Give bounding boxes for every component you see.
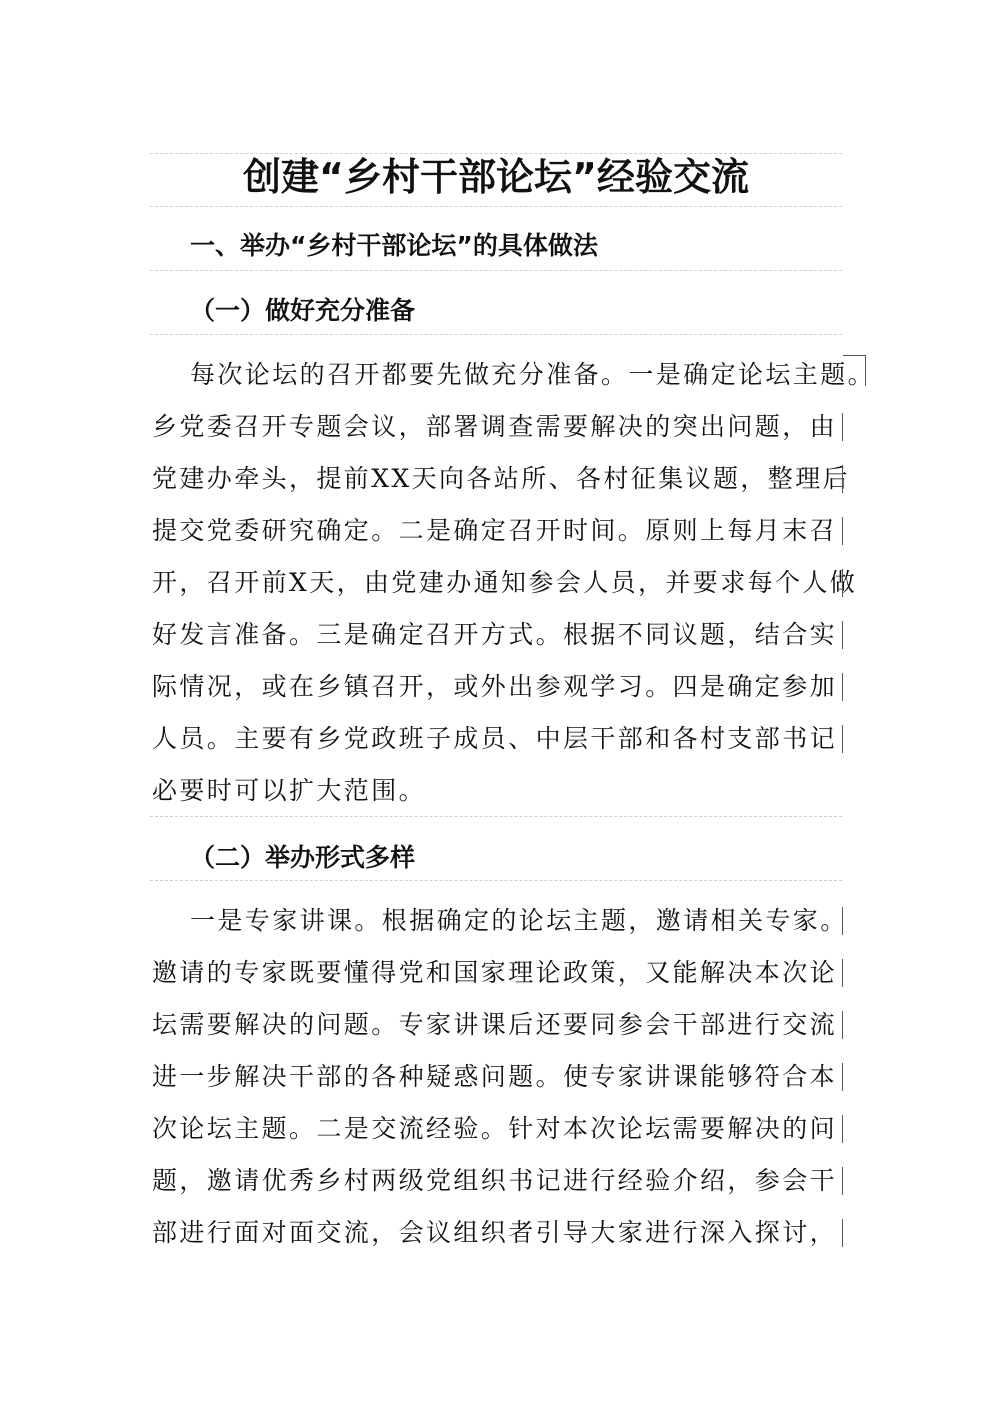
paragraph-line: 部进行面对面交流，会议组织者引导大家进行深入探讨，	[152, 1218, 838, 1247]
margin-bar	[842, 413, 843, 441]
subsection-heading: （一）做好充分准备	[190, 296, 416, 325]
guide-line	[150, 880, 842, 881]
paragraph-line: 人员。主要有乡党政班子成员、中层干部和各村支部书记	[152, 724, 838, 753]
document-title: 创建“乡村干部论坛”经验交流	[243, 155, 749, 199]
paragraph-line: 进一步解决干部的各种疑惑问题。使专家讲课能够符合本	[152, 1062, 838, 1091]
margin-bar	[842, 673, 843, 701]
paragraph-line: 题，邀请优秀乡村两级党组织书记进行经验介绍，参会干	[152, 1166, 838, 1195]
section-heading: 一、举办“乡村干部论坛”的具体做法	[190, 231, 598, 260]
margin-bar	[842, 725, 843, 753]
margin-bar	[842, 621, 843, 649]
paragraph-line: 坛需要解决的问题。专家讲课后还要同参会干部进行交流	[152, 1010, 838, 1039]
margin-bar	[842, 1011, 843, 1039]
margin-bar	[842, 1219, 843, 1247]
margin-bar	[842, 517, 843, 545]
margin-bar	[842, 1063, 843, 1091]
paragraph-line: 每次论坛的召开都要先做充分准备。一是确定论坛主题。	[190, 360, 876, 389]
paragraph-line: 邀请的专家既要懂得党和国家理论政策，又能解决本次论	[152, 958, 838, 987]
paragraph-line: 好发言准备。三是确定召开方式。根据不同议题，结合实	[152, 620, 838, 649]
guide-line	[150, 270, 842, 271]
paragraph-line: 际情况，或在乡镇召开，或外出参观学习。四是确定参加	[152, 672, 838, 701]
paragraph-line: 必要时可以扩大范围。	[152, 776, 427, 805]
guide-line	[150, 206, 842, 207]
margin-bar	[842, 959, 843, 987]
margin-bar	[842, 569, 843, 597]
margin-bar	[842, 907, 843, 935]
paragraph-line: 一是专家讲课。根据确定的论坛主题，邀请相关专家。	[190, 906, 848, 935]
guide-line	[150, 334, 842, 335]
guide-line	[150, 816, 842, 817]
paragraph-line: 提交党委研究确定。二是确定召开时间。原则上每月末召	[152, 516, 838, 545]
paragraph-line: 次论坛主题。二是交流经验。针对本次论坛需要解决的问	[152, 1114, 838, 1143]
margin-bar	[842, 1167, 843, 1195]
margin-bar	[842, 465, 843, 493]
subsection-heading: （二）举办形式多样	[190, 843, 416, 872]
paragraph-line: 开，召开前X天，由党建办通知参会人员，并要求每个人做	[152, 568, 858, 597]
margin-bar	[842, 1115, 843, 1143]
paragraph-line: 党建办牵头，提前XX天向各站所、各村征集议题，整理后	[152, 464, 850, 493]
margin-corner-mark	[843, 355, 866, 386]
paragraph-line: 乡党委召开专题会议，部署调查需要解决的突出问题，由	[152, 412, 838, 441]
